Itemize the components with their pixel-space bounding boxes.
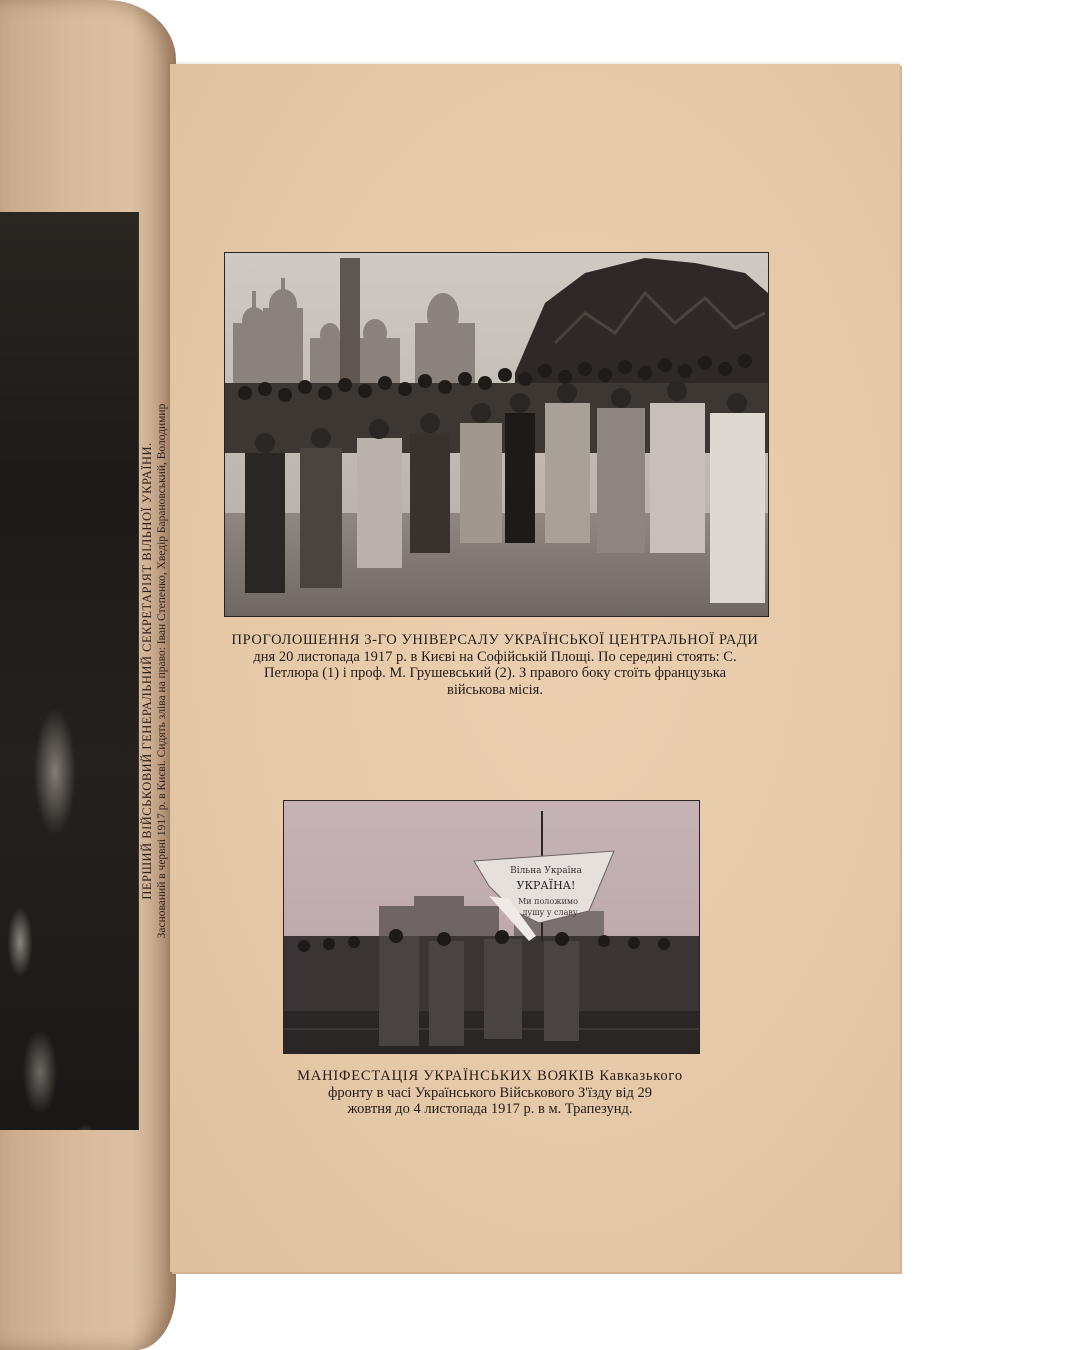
- left-page-photo: [0, 212, 138, 1130]
- caption-title: МАНІФЕСТАЦІЯ УКРАЇНСЬКИХ ВОЯКІВ: [297, 1068, 595, 1084]
- caption-title: ПРОГОЛОШЕННЯ 3-ГО УНІВЕРСАЛУ УКРАЇНСЬКОЇ ЦЕНТРАЛЬНОЇ РАДИ: [231, 632, 759, 648]
- caption-line: Петлюра (1) і проф. М. Грушевський (2). З правого боку стоїть французька: [263, 665, 727, 681]
- left-caption-title: ПЕРШИЙ ВІЙСЬКОВИЙ ГЕНЕРАЛЬНИЙ СЕКРЕТАРІЯТ ВІЛЬНОЇ УКРАЇНИ.: [140, 442, 154, 900]
- left-page: [0, 0, 176, 1350]
- banner-line-3: Ми положимо: [518, 897, 578, 906]
- caption-line: жовтня до 4 листопада 1917 р. в м. Трапезунд.: [347, 1101, 633, 1117]
- left-caption-line: Заснований в червні 1917 р. в Києві. Сидять зліва на право: Іван Степенко, Хведір Барановський, Володимир: [156, 403, 168, 939]
- photo-sophia-square-caption: [210, 632, 780, 698]
- photo-trebizond-manifestation: [283, 800, 700, 1054]
- caption-line: дня 20 листопада 1917 р. в Києві на Софійській Площі. По середині стоять: С.: [253, 648, 737, 665]
- banner-line-2: УКРАЇНА!: [516, 879, 576, 892]
- photo-sophia-square-image: [225, 253, 768, 616]
- caption-title-rest: Кавказького: [599, 1068, 683, 1084]
- photo-trebizond-caption: [275, 1068, 705, 1118]
- caption-line: фронту в часі Українського Військового З'їзду від 29: [327, 1084, 653, 1101]
- banner-line-4: душу у славу: [522, 908, 578, 917]
- right-page: [170, 64, 900, 1272]
- caption-line: військова місія.: [447, 681, 543, 698]
- photo-trebizond-image: [284, 801, 699, 1053]
- banner-line-1: Вільна Україна: [510, 866, 582, 876]
- photo-sophia-square: [224, 252, 769, 617]
